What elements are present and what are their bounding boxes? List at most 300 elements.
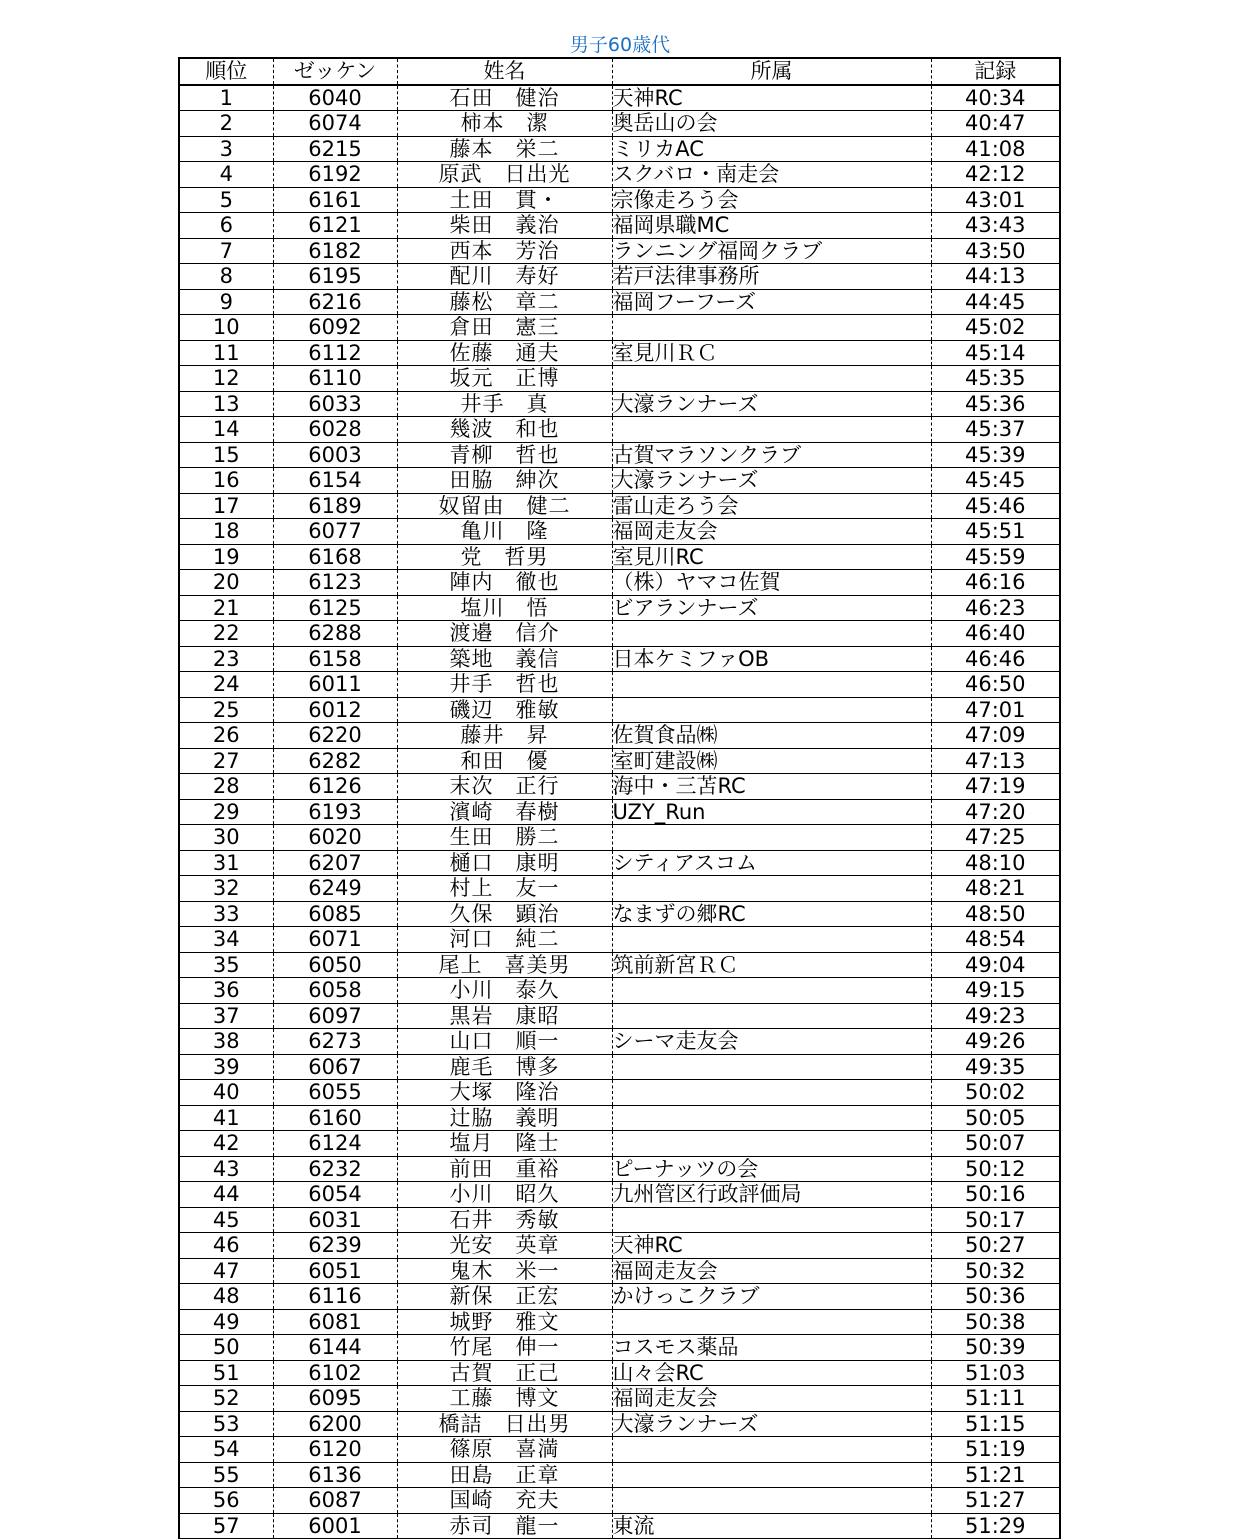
bib-cell: 6031 bbox=[273, 1207, 397, 1233]
name-cell: 国崎 充夫 bbox=[397, 1488, 612, 1514]
table-row bbox=[179, 85, 1060, 111]
time-cell: 50:16 bbox=[931, 1182, 1060, 1208]
name-cell: 和田 優 bbox=[397, 748, 612, 774]
time-cell: 51:03 bbox=[931, 1360, 1060, 1386]
club-cell bbox=[612, 825, 931, 851]
rank-cell: 44 bbox=[179, 1182, 273, 1208]
rank-cell: 17 bbox=[179, 493, 273, 519]
time-cell: 45:02 bbox=[931, 315, 1060, 341]
club-cell: 山々会RC bbox=[612, 1360, 931, 1386]
name-cell: 藤井 昇 bbox=[397, 723, 612, 749]
bib-cell: 6200 bbox=[273, 1411, 397, 1437]
time-cell: 45:14 bbox=[931, 340, 1060, 366]
club-cell bbox=[612, 1488, 931, 1514]
table-row bbox=[179, 825, 1060, 851]
table-row bbox=[179, 1513, 1060, 1539]
rank-cell: 43 bbox=[179, 1156, 273, 1182]
bib-cell: 6288 bbox=[273, 621, 397, 647]
club-cell: 宗像走ろう会 bbox=[612, 187, 931, 213]
bib-cell: 6207 bbox=[273, 850, 397, 876]
name-cell: 篠原 喜満 bbox=[397, 1437, 612, 1463]
table-row bbox=[179, 1437, 1060, 1463]
club-cell: 九州管区行政評価局 bbox=[612, 1182, 931, 1208]
time-cell: 45:35 bbox=[931, 366, 1060, 392]
rank-cell: 4 bbox=[179, 162, 273, 188]
table-row bbox=[179, 621, 1060, 647]
club-cell: シーマ走友会 bbox=[612, 1029, 931, 1055]
time-cell: 51:15 bbox=[931, 1411, 1060, 1437]
rank-cell: 30 bbox=[179, 825, 273, 851]
name-cell: 藤松 章二 bbox=[397, 289, 612, 315]
rank-cell: 10 bbox=[179, 315, 273, 341]
bib-cell: 6158 bbox=[273, 646, 397, 672]
name-cell: 塩月 隆士 bbox=[397, 1131, 612, 1157]
bib-cell: 6215 bbox=[273, 136, 397, 162]
time-cell: 47:20 bbox=[931, 799, 1060, 825]
rank-cell: 50 bbox=[179, 1335, 273, 1361]
rank-cell: 49 bbox=[179, 1309, 273, 1335]
bib-cell: 6012 bbox=[273, 697, 397, 723]
name-cell: 新保 正宏 bbox=[397, 1284, 612, 1310]
bib-cell: 6249 bbox=[273, 876, 397, 902]
time-cell: 45:45 bbox=[931, 468, 1060, 494]
rank-cell: 36 bbox=[179, 978, 273, 1004]
table-row bbox=[179, 1360, 1060, 1386]
rank-cell: 8 bbox=[179, 264, 273, 290]
bib-cell: 6020 bbox=[273, 825, 397, 851]
rank-cell: 40 bbox=[179, 1080, 273, 1106]
rank-cell: 22 bbox=[179, 621, 273, 647]
table-row bbox=[179, 1131, 1060, 1157]
rank-cell: 20 bbox=[179, 570, 273, 596]
bib-cell: 6011 bbox=[273, 672, 397, 698]
time-cell: 51:21 bbox=[931, 1462, 1060, 1488]
club-cell bbox=[612, 315, 931, 341]
table-row bbox=[179, 1054, 1060, 1080]
table-row bbox=[179, 111, 1060, 137]
time-cell: 50:12 bbox=[931, 1156, 1060, 1182]
club-cell: スクバロ・南走会 bbox=[612, 162, 931, 188]
bib-cell: 6003 bbox=[273, 442, 397, 468]
name-cell: 陣内 徹也 bbox=[397, 570, 612, 596]
club-cell: ピーナッツの会 bbox=[612, 1156, 931, 1182]
time-cell: 45:39 bbox=[931, 442, 1060, 468]
rank-cell: 51 bbox=[179, 1360, 273, 1386]
time-cell: 50:32 bbox=[931, 1258, 1060, 1284]
table-row bbox=[179, 876, 1060, 902]
rank-cell: 38 bbox=[179, 1029, 273, 1055]
time-cell: 46:23 bbox=[931, 595, 1060, 621]
name-cell: 鹿毛 博多 bbox=[397, 1054, 612, 1080]
rank-cell: 7 bbox=[179, 238, 273, 264]
time-cell: 46:40 bbox=[931, 621, 1060, 647]
results-table bbox=[178, 57, 1061, 1539]
bib-cell: 6136 bbox=[273, 1462, 397, 1488]
rank-cell: 14 bbox=[179, 417, 273, 443]
club-cell: ランニング福岡クラブ bbox=[612, 238, 931, 264]
time-cell: 48:21 bbox=[931, 876, 1060, 902]
table-row bbox=[179, 238, 1060, 264]
time-cell: 49:26 bbox=[931, 1029, 1060, 1055]
name-cell: 原武 日出光 bbox=[397, 162, 612, 188]
time-cell: 50:05 bbox=[931, 1105, 1060, 1131]
club-cell bbox=[612, 1003, 931, 1029]
club-cell: ミリカAC bbox=[612, 136, 931, 162]
table-row bbox=[179, 1258, 1060, 1284]
bib-cell: 6028 bbox=[273, 417, 397, 443]
club-cell: 筑前新宮ＲＣ bbox=[612, 952, 931, 978]
time-cell: 40:47 bbox=[931, 111, 1060, 137]
table-row bbox=[179, 1003, 1060, 1029]
table-row bbox=[179, 774, 1060, 800]
rank-cell: 25 bbox=[179, 697, 273, 723]
time-cell: 45:36 bbox=[931, 391, 1060, 417]
club-cell: かけっこクラブ bbox=[612, 1284, 931, 1310]
table-row bbox=[179, 570, 1060, 596]
table-row bbox=[179, 315, 1060, 341]
rank-cell: 56 bbox=[179, 1488, 273, 1514]
table-row bbox=[179, 417, 1060, 443]
table-row bbox=[179, 1462, 1060, 1488]
rank-cell: 21 bbox=[179, 595, 273, 621]
club-cell: 日本ケミファOB bbox=[612, 646, 931, 672]
club-cell: 天神RC bbox=[612, 1233, 931, 1259]
name-cell: 前田 重裕 bbox=[397, 1156, 612, 1182]
name-cell: 奴留由 健二 bbox=[397, 493, 612, 519]
name-cell: 尾上 喜美男 bbox=[397, 952, 612, 978]
time-cell: 43:01 bbox=[931, 187, 1060, 213]
club-cell bbox=[612, 1437, 931, 1463]
bib-cell: 6001 bbox=[273, 1513, 397, 1539]
table-row bbox=[179, 289, 1060, 315]
rank-cell: 37 bbox=[179, 1003, 273, 1029]
name-cell: 青柳 哲也 bbox=[397, 442, 612, 468]
time-cell: 50:07 bbox=[931, 1131, 1060, 1157]
table-row bbox=[179, 1105, 1060, 1131]
time-cell: 51:27 bbox=[931, 1488, 1060, 1514]
name-cell: 西本 芳治 bbox=[397, 238, 612, 264]
bib-cell: 6193 bbox=[273, 799, 397, 825]
name-cell: 光安 英章 bbox=[397, 1233, 612, 1259]
header-name: 姓名 bbox=[397, 58, 612, 85]
bib-cell: 6071 bbox=[273, 927, 397, 953]
time-cell: 46:16 bbox=[931, 570, 1060, 596]
rank-cell: 19 bbox=[179, 544, 273, 570]
time-cell: 51:29 bbox=[931, 1513, 1060, 1539]
name-cell: 石田 健治 bbox=[397, 85, 612, 111]
header-rank: 順位 bbox=[179, 58, 273, 85]
table-row bbox=[179, 468, 1060, 494]
club-cell: ビアランナーズ bbox=[612, 595, 931, 621]
table-row bbox=[179, 1182, 1060, 1208]
table-row bbox=[179, 1080, 1060, 1106]
rank-cell: 26 bbox=[179, 723, 273, 749]
time-cell: 44:45 bbox=[931, 289, 1060, 315]
name-cell: 小川 昭久 bbox=[397, 1182, 612, 1208]
club-cell: シティアスコム bbox=[612, 850, 931, 876]
bib-cell: 6081 bbox=[273, 1309, 397, 1335]
name-cell: 配川 寿好 bbox=[397, 264, 612, 290]
name-cell: 佐藤 通夫 bbox=[397, 340, 612, 366]
time-cell: 49:04 bbox=[931, 952, 1060, 978]
bib-cell: 6116 bbox=[273, 1284, 397, 1310]
name-cell: 古賀 正己 bbox=[397, 1360, 612, 1386]
bib-cell: 6189 bbox=[273, 493, 397, 519]
bib-cell: 6273 bbox=[273, 1029, 397, 1055]
name-cell: 塩川 悟 bbox=[397, 595, 612, 621]
table-row bbox=[179, 723, 1060, 749]
rank-cell: 15 bbox=[179, 442, 273, 468]
club-cell: UZY_Run bbox=[612, 799, 931, 825]
table-row bbox=[179, 340, 1060, 366]
name-cell: 柴田 義治 bbox=[397, 213, 612, 239]
table-row bbox=[179, 519, 1060, 545]
club-cell: 室見川RC bbox=[612, 544, 931, 570]
bib-cell: 6085 bbox=[273, 901, 397, 927]
rank-cell: 39 bbox=[179, 1054, 273, 1080]
table-row bbox=[179, 264, 1060, 290]
rank-cell: 54 bbox=[179, 1437, 273, 1463]
rank-cell: 53 bbox=[179, 1411, 273, 1437]
bib-cell: 6033 bbox=[273, 391, 397, 417]
bib-cell: 6102 bbox=[273, 1360, 397, 1386]
club-cell bbox=[612, 927, 931, 953]
club-cell: 福岡県職MC bbox=[612, 213, 931, 239]
table-row bbox=[179, 646, 1060, 672]
time-cell: 46:46 bbox=[931, 646, 1060, 672]
time-cell: 47:13 bbox=[931, 748, 1060, 774]
time-cell: 51:19 bbox=[931, 1437, 1060, 1463]
time-cell: 50:27 bbox=[931, 1233, 1060, 1259]
club-cell: 室町建設㈱ bbox=[612, 748, 931, 774]
bib-cell: 6121 bbox=[273, 213, 397, 239]
bib-cell: 6055 bbox=[273, 1080, 397, 1106]
rank-cell: 6 bbox=[179, 213, 273, 239]
bib-cell: 6216 bbox=[273, 289, 397, 315]
club-cell bbox=[612, 672, 931, 698]
name-cell: 坂元 正博 bbox=[397, 366, 612, 392]
bib-cell: 6282 bbox=[273, 748, 397, 774]
table-row bbox=[179, 442, 1060, 468]
table-row bbox=[179, 901, 1060, 927]
bib-cell: 6067 bbox=[273, 1054, 397, 1080]
rank-cell: 1 bbox=[179, 85, 273, 111]
club-cell bbox=[612, 1054, 931, 1080]
bib-cell: 6054 bbox=[273, 1182, 397, 1208]
table-row bbox=[179, 493, 1060, 519]
table-row bbox=[179, 391, 1060, 417]
name-cell: 辻脇 義明 bbox=[397, 1105, 612, 1131]
name-cell: 竹尾 伸一 bbox=[397, 1335, 612, 1361]
name-cell: 城野 雅文 bbox=[397, 1309, 612, 1335]
bib-cell: 6058 bbox=[273, 978, 397, 1004]
table-row bbox=[179, 1309, 1060, 1335]
time-cell: 48:10 bbox=[931, 850, 1060, 876]
time-cell: 45:37 bbox=[931, 417, 1060, 443]
rank-cell: 32 bbox=[179, 876, 273, 902]
club-cell: 古賀マラソンクラブ bbox=[612, 442, 931, 468]
time-cell: 50:17 bbox=[931, 1207, 1060, 1233]
name-cell: 田脇 紳次 bbox=[397, 468, 612, 494]
club-cell: 福岡走友会 bbox=[612, 519, 931, 545]
rank-cell: 28 bbox=[179, 774, 273, 800]
bib-cell: 6144 bbox=[273, 1335, 397, 1361]
time-cell: 47:25 bbox=[931, 825, 1060, 851]
rank-cell: 5 bbox=[179, 187, 273, 213]
table-row bbox=[179, 952, 1060, 978]
name-cell: 黒岩 康昭 bbox=[397, 1003, 612, 1029]
club-cell: 大濠ランナーズ bbox=[612, 1411, 931, 1437]
name-cell: 工藤 博文 bbox=[397, 1386, 612, 1412]
table-row bbox=[179, 978, 1060, 1004]
name-cell: 村上 友一 bbox=[397, 876, 612, 902]
bib-cell: 6040 bbox=[273, 85, 397, 111]
rank-cell: 9 bbox=[179, 289, 273, 315]
name-cell: 山口 順一 bbox=[397, 1029, 612, 1055]
club-cell bbox=[612, 1105, 931, 1131]
name-cell: 井手 真 bbox=[397, 391, 612, 417]
header-row bbox=[179, 58, 1060, 85]
name-cell: 田島 正章 bbox=[397, 1462, 612, 1488]
bib-cell: 6182 bbox=[273, 238, 397, 264]
time-cell: 50:36 bbox=[931, 1284, 1060, 1310]
table-row bbox=[179, 697, 1060, 723]
table-row bbox=[179, 799, 1060, 825]
club-cell bbox=[612, 876, 931, 902]
name-cell: 藤本 栄二 bbox=[397, 136, 612, 162]
table-row bbox=[179, 213, 1060, 239]
time-cell: 40:34 bbox=[931, 85, 1060, 111]
name-cell: 生田 勝二 bbox=[397, 825, 612, 851]
rank-cell: 13 bbox=[179, 391, 273, 417]
table-row bbox=[179, 850, 1060, 876]
table-row bbox=[179, 1284, 1060, 1310]
rank-cell: 42 bbox=[179, 1131, 273, 1157]
bib-cell: 6154 bbox=[273, 468, 397, 494]
time-cell: 50:02 bbox=[931, 1080, 1060, 1106]
rank-cell: 34 bbox=[179, 927, 273, 953]
table-row bbox=[179, 1233, 1060, 1259]
table-row bbox=[179, 187, 1060, 213]
bib-cell: 6110 bbox=[273, 366, 397, 392]
club-cell bbox=[612, 621, 931, 647]
rank-cell: 33 bbox=[179, 901, 273, 927]
rank-cell: 2 bbox=[179, 111, 273, 137]
club-cell: 奥岳山の会 bbox=[612, 111, 931, 137]
rank-cell: 16 bbox=[179, 468, 273, 494]
rank-cell: 23 bbox=[179, 646, 273, 672]
time-cell: 45:46 bbox=[931, 493, 1060, 519]
bib-cell: 6050 bbox=[273, 952, 397, 978]
bib-cell: 6097 bbox=[273, 1003, 397, 1029]
rank-cell: 52 bbox=[179, 1386, 273, 1412]
time-cell: 50:39 bbox=[931, 1335, 1060, 1361]
name-cell: 渡邉 信介 bbox=[397, 621, 612, 647]
bib-cell: 6160 bbox=[273, 1105, 397, 1131]
bib-cell: 6220 bbox=[273, 723, 397, 749]
time-cell: 47:09 bbox=[931, 723, 1060, 749]
table-row bbox=[179, 595, 1060, 621]
table-row bbox=[179, 1156, 1060, 1182]
time-cell: 49:15 bbox=[931, 978, 1060, 1004]
table-row bbox=[179, 1029, 1060, 1055]
name-cell: 樋口 康明 bbox=[397, 850, 612, 876]
table-row bbox=[179, 366, 1060, 392]
name-cell: 井手 哲也 bbox=[397, 672, 612, 698]
club-cell: 大濠ランナーズ bbox=[612, 391, 931, 417]
table-row bbox=[179, 1335, 1060, 1361]
table-row bbox=[179, 162, 1060, 188]
club-cell: なまずの郷RC bbox=[612, 901, 931, 927]
name-cell: 久保 顕治 bbox=[397, 901, 612, 927]
name-cell: 橋詰 日出男 bbox=[397, 1411, 612, 1437]
bib-cell: 6126 bbox=[273, 774, 397, 800]
rank-cell: 45 bbox=[179, 1207, 273, 1233]
header-club: 所属 bbox=[612, 58, 931, 85]
club-cell bbox=[612, 1207, 931, 1233]
time-cell: 45:59 bbox=[931, 544, 1060, 570]
bib-cell: 6125 bbox=[273, 595, 397, 621]
club-cell: 佐賀食品㈱ bbox=[612, 723, 931, 749]
table-row bbox=[179, 927, 1060, 953]
rank-cell: 46 bbox=[179, 1233, 273, 1259]
time-cell: 49:23 bbox=[931, 1003, 1060, 1029]
rank-cell: 18 bbox=[179, 519, 273, 545]
name-cell: 幾波 和也 bbox=[397, 417, 612, 443]
time-cell: 45:51 bbox=[931, 519, 1060, 545]
header-time: 記録 bbox=[931, 58, 1060, 85]
club-cell bbox=[612, 1462, 931, 1488]
club-cell bbox=[612, 697, 931, 723]
bib-cell: 6077 bbox=[273, 519, 397, 545]
club-cell bbox=[612, 417, 931, 443]
rank-cell: 35 bbox=[179, 952, 273, 978]
name-cell: 築地 義信 bbox=[397, 646, 612, 672]
rank-cell: 48 bbox=[179, 1284, 273, 1310]
name-cell: 石井 秀敏 bbox=[397, 1207, 612, 1233]
name-cell: 倉田 憲三 bbox=[397, 315, 612, 341]
time-cell: 50:38 bbox=[931, 1309, 1060, 1335]
name-cell: 小川 泰久 bbox=[397, 978, 612, 1004]
club-cell bbox=[612, 978, 931, 1004]
time-cell: 42:12 bbox=[931, 162, 1060, 188]
rank-cell: 11 bbox=[179, 340, 273, 366]
bib-cell: 6192 bbox=[273, 162, 397, 188]
time-cell: 44:13 bbox=[931, 264, 1060, 290]
club-cell bbox=[612, 366, 931, 392]
club-cell: 天神RC bbox=[612, 85, 931, 111]
rank-cell: 27 bbox=[179, 748, 273, 774]
bib-cell: 6092 bbox=[273, 315, 397, 341]
bib-cell: 6074 bbox=[273, 111, 397, 137]
time-cell: 46:50 bbox=[931, 672, 1060, 698]
table-row bbox=[179, 1386, 1060, 1412]
name-cell: 濱崎 春樹 bbox=[397, 799, 612, 825]
club-cell: （株）ヤマコ佐賀 bbox=[612, 570, 931, 596]
rank-cell: 24 bbox=[179, 672, 273, 698]
bib-cell: 6095 bbox=[273, 1386, 397, 1412]
name-cell: 党 哲男 bbox=[397, 544, 612, 570]
table-row bbox=[179, 748, 1060, 774]
table-row bbox=[179, 544, 1060, 570]
club-cell: 室見川ＲＣ bbox=[612, 340, 931, 366]
club-cell: 福岡走友会 bbox=[612, 1386, 931, 1412]
time-cell: 47:19 bbox=[931, 774, 1060, 800]
name-cell: 磯辺 雅敏 bbox=[397, 697, 612, 723]
name-cell: 大塚 隆治 bbox=[397, 1080, 612, 1106]
name-cell: 河口 純二 bbox=[397, 927, 612, 953]
rank-cell: 55 bbox=[179, 1462, 273, 1488]
